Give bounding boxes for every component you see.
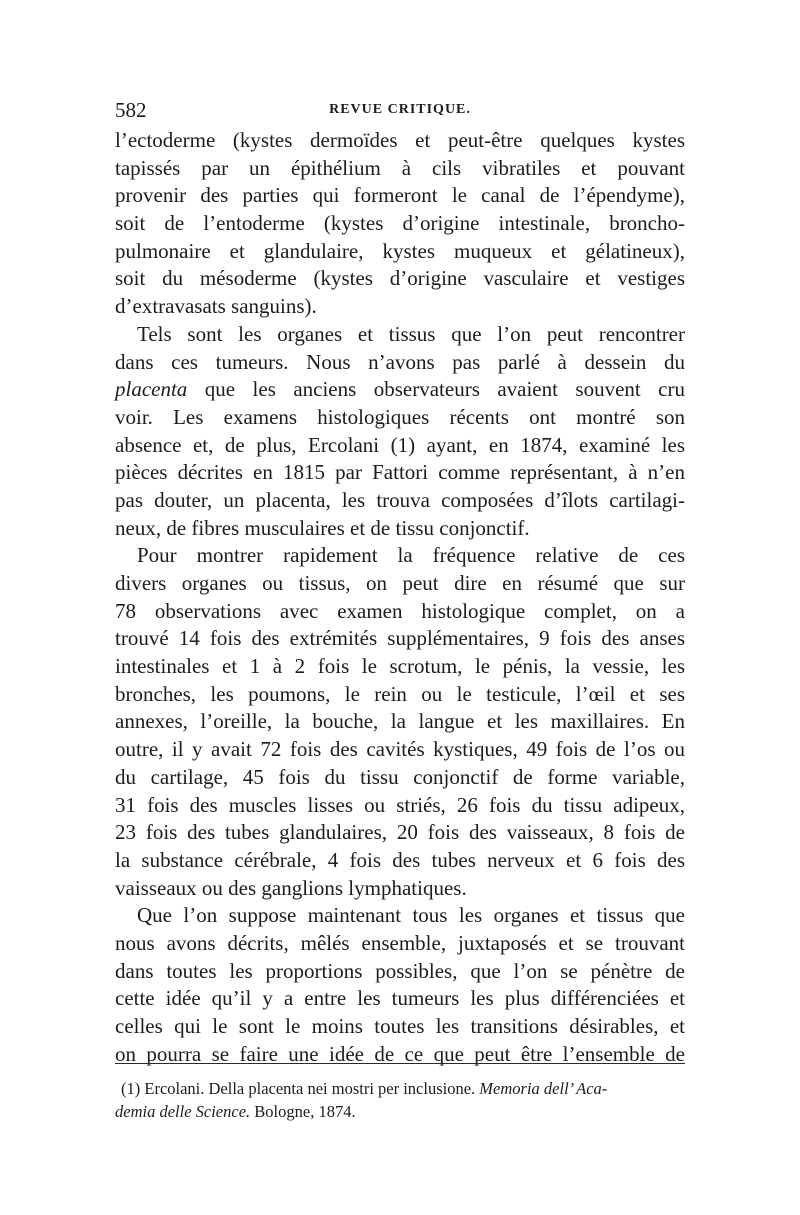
- text-line: divers organes ou tissus, on peut dire en résumé que sur: [115, 571, 685, 595]
- text-line: pulmonaire et glandulaire, kystes muqueux et gélatineux),: [115, 238, 685, 263]
- footnote-divider: [115, 1063, 685, 1064]
- footnote-citation: (1) Ercolani. Della placenta nei mostri per inclusione.: [121, 1079, 480, 1098]
- text-line: on pourra se faire une idée de ce que peut être l’ensemble de: [115, 1041, 685, 1066]
- text-line: neux, de fibres musculaires et de tissu conjonctif.: [115, 515, 530, 540]
- text-line: celles qui le sont le moins toutes les transitions désirables, et: [115, 1014, 685, 1038]
- text-line: dans ces tumeurs. Nous n’avons pas parlé à dessein du: [115, 349, 685, 374]
- text-line: du cartilage, 45 fois du tissu conjonctif de forme variable,: [115, 764, 685, 789]
- text-line: outre, il y avait 72 fois des cavités kystiques, 49 fois de l’os ou: [115, 737, 685, 762]
- text-line: pas douter, un placenta, les trouva composées d’îlots cartilagi-: [115, 487, 685, 512]
- text-line: l’ectoderme (kystes dermoïdes et peut-être quelques kystes: [115, 128, 685, 152]
- body-text: [115, 127, 685, 1068]
- paragraph-start-line: Pour montrer rapidement la fréquence relative de ces: [137, 543, 685, 568]
- footnote-line: [115, 1077, 685, 1100]
- line-rest: que les anciens observateurs avaient souvent cru: [187, 377, 685, 402]
- text-line: bronches, les poumons, le rein ou le testicule, l’œil et ses: [115, 681, 685, 706]
- footnote-italic: demia delle Science.: [115, 1102, 251, 1121]
- text-line: nous avons décrits, mêlés ensemble, juxtaposés et se trouvant: [115, 930, 685, 955]
- paragraph-start-line: Tels sont les organes et tissus que l’on peut rencontrer: [137, 321, 685, 346]
- text-line: 31 fois des muscles lisses ou striés, 26 fois du tissu adipeux,: [115, 792, 685, 817]
- text-line: vaisseaux ou des ganglions lymphatiques.: [115, 875, 467, 900]
- text-line: provenir des parties qui formeront le canal de l’épendyme),: [115, 183, 685, 208]
- page-number: 582: [115, 98, 147, 122]
- text-line: intestinales et 1 à 2 fois le scrotum, le pénis, la vessie, les: [115, 654, 685, 679]
- text-line: cette idée qu’il y a entre les tumeurs les plus différenciées et: [115, 986, 685, 1011]
- footnotes: [115, 1077, 685, 1123]
- running-head: [115, 98, 685, 126]
- text-line: voir. Les examens histologiques récents ont montré son: [115, 404, 685, 429]
- footnote-italic: Memoria dell’ Aca-: [479, 1079, 608, 1098]
- text-line: 23 fois des tubes glandulaires, 20 fois des vaisseaux, 8 fois de: [115, 820, 685, 845]
- italic-word: placenta: [115, 377, 188, 402]
- text-line: absence et, de plus, Ercolani (1) ayant, en 1874, examiné les: [115, 432, 685, 457]
- text-line: annexes, l’oreille, la bouche, la langue et les maxillaires. En: [115, 709, 685, 734]
- text-line: pièces décrites en 1815 par Fattori comme représentant, à n’en: [115, 460, 685, 485]
- text-line: d’extravasats sanguins).: [115, 294, 317, 319]
- text-line-with-italic: [115, 376, 685, 404]
- text-line: 78 observations avec examen histologique complet, on a: [115, 598, 685, 623]
- text-line: trouvé 14 fois des extrémités supplémentaires, 9 fois des anses: [115, 626, 685, 651]
- text-line: la substance cérébrale, 4 fois des tubes nerveux et 6 fois des: [115, 847, 685, 872]
- text-line: dans toutes les proportions possibles, que l’on se pénètre de: [115, 958, 685, 983]
- paragraph-start-line: Que l’on suppose maintenant tous les organes et tissus que: [137, 903, 685, 928]
- text-line: soit du mésoderme (kystes d’origine vasculaire et vestiges: [115, 266, 685, 291]
- text-line: soit de l’entoderme (kystes d’origine intestinale, broncho-: [115, 211, 685, 236]
- footnote-citation: Bologne, 1874.: [250, 1102, 356, 1121]
- footnote-line: [115, 1100, 685, 1123]
- text-line: tapissés par un épithélium à cils vibratiles et pouvant: [115, 155, 685, 180]
- journal-title: REVUE CRITIQUE.: [329, 102, 471, 117]
